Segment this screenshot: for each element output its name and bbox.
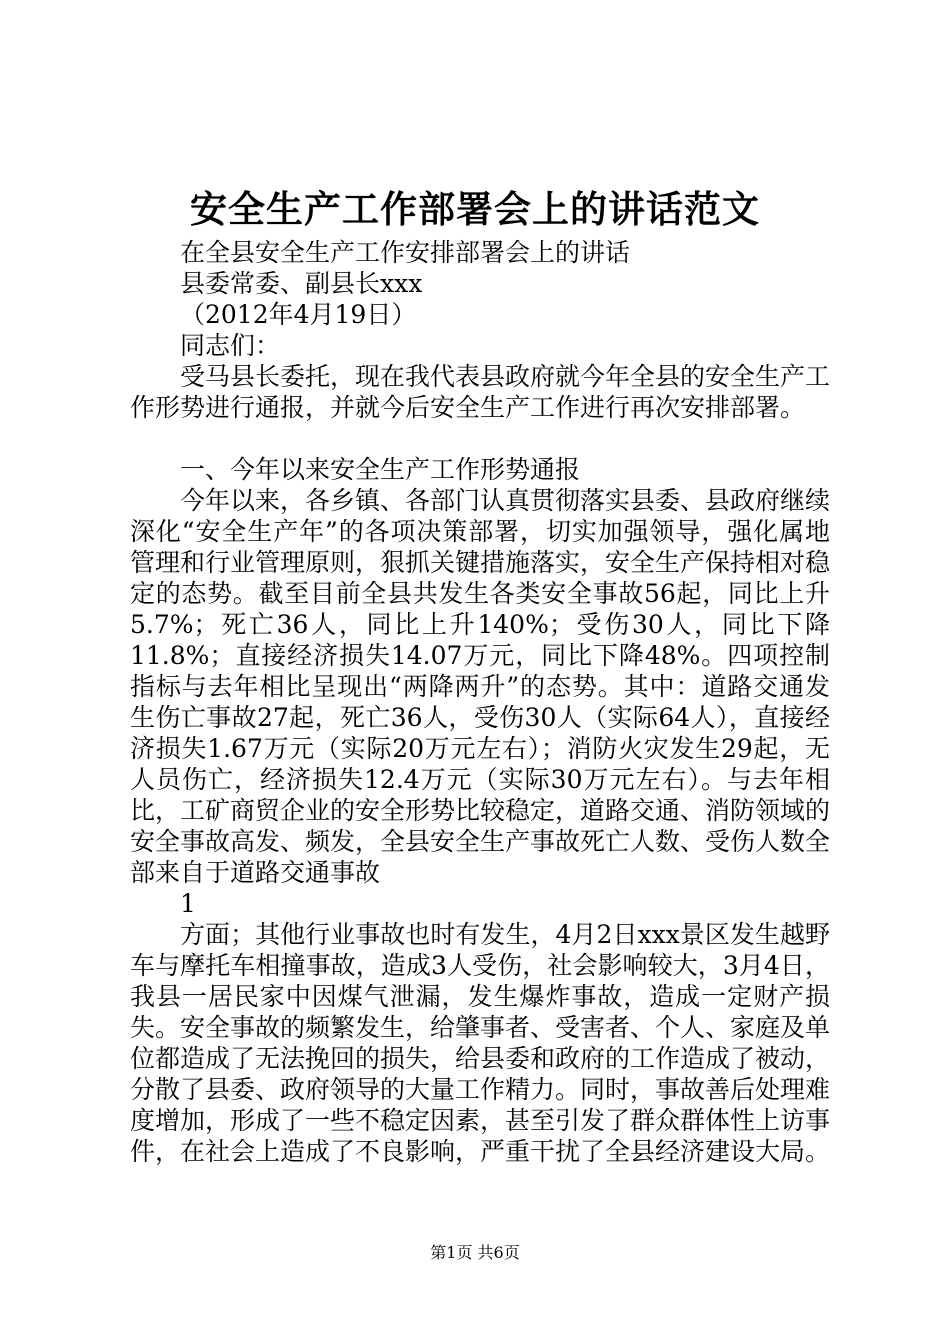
section-heading: 一、今年以来安全生产工作形势通报 xyxy=(180,455,581,484)
date-line: （2012年4月19日） xyxy=(180,300,417,329)
speaker-line: 县委常委、副县长xxx xyxy=(180,269,423,298)
salutation: 同志们： xyxy=(180,331,281,360)
body-paragraph: 今年以来，各乡镇、各部门认真贯彻落实县委、县政府继续深化“安全生产年”的各项决策部署，切实加强领导，强化属地管理和行业管理原则，狠抓关键措施落实，安全生产保持相对稳定的态势。截至目前全县共发生各类安全事故56起，同比上升5.7%；死亡36人，同比上升140%；受伤30人，同比下降11.8%；直接经济损失14.07万元，同比下降48%。四项控制指标与去年相比呈现出“两降两升”的态势。其中：道路交通发生伤亡事故27起，死亡36人，受伤30人（实际64人），直接经济损失1.67万元（实际20万元左右）；消防火灾发生29起，无人员伤亡，经济损失12.4万元（实际30万元左右）。与去年相比，工矿商贸企业的安全形势比较稳定，道路交通、消防领域的安全事故高发、频发，全县安全生产事故死亡人数、受伤人数全部来自于道路交通事故 xyxy=(130,486,831,887)
intro-paragraph: 受马县长委托，现在我代表县政府就今年全县的安全生产工作形势进行通报，并就今后安全生产工作进行再次安排部署。 xyxy=(130,362,831,422)
inline-page-number: 1 xyxy=(180,889,196,918)
document-title: 安全生产工作部署会上的讲话范文 xyxy=(190,188,760,231)
speech-subtitle: 在全县安全生产工作安排部署会上的讲话 xyxy=(180,238,631,267)
document-body xyxy=(130,237,830,1167)
body-paragraph-continued: 方面；其他行业事故也时有发生，4月2日xxx景区发生越野车与摩托车相撞事故，造成3人受伤，社会影响较大，3月4日，我县一居民家中因煤气泄漏，发生爆炸事故，造成一定财产损失。安全事故的频繁发生，给肇事者、受害者、个人、家庭及单位都造成了无法挽回的损失，给县委和政府的工作造成了被动，分散了县委、政府领导的大量工作精力。同时，事故善后处理难度增加，形成了一些不稳定因素，甚至引发了群众群体性上访事件，在社会上造成了不良影响，严重干扰了全县经济建设大局。 xyxy=(130,920,831,1166)
paragraph-spacer xyxy=(130,423,830,454)
page-footer: 第1页 共6页 xyxy=(430,1243,520,1262)
